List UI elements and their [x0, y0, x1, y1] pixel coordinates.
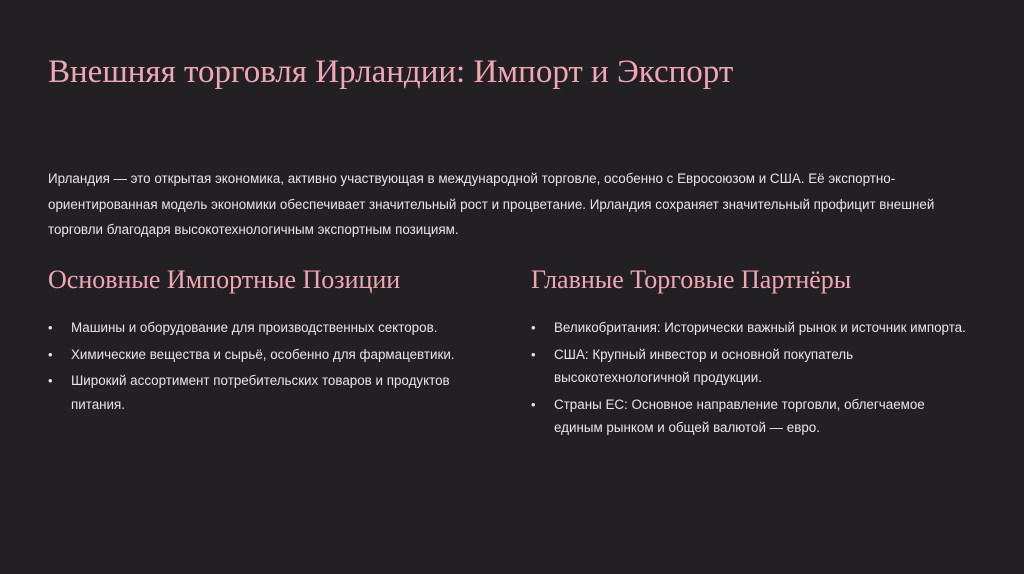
- bullet-icon: •: [48, 346, 53, 362]
- list-item-text: Страны ЕС: Основное направление торговли, облегчаемое единым рынком и общей валютой — евро.: [554, 396, 925, 435]
- list-item-text: Широкий ассортимент потребительских товаров и продуктов питания.: [71, 373, 450, 412]
- list-item: [48, 343, 488, 367]
- list-item-text: США: Крупный инвестор и основной покупатель высокотехнологичной продукции.: [554, 346, 854, 385]
- partners-list: [531, 316, 971, 440]
- partners-section: [531, 262, 971, 443]
- list-item-text: Химические вещества и сырьё, особенно для фармацевтики.: [71, 346, 455, 362]
- list-item-text: Машины и оборудование для производственных секторов.: [71, 320, 438, 335]
- imports-heading: Основные Импортные Позиции: [48, 265, 401, 294]
- intro-paragraph: Ирландия — это открытая экономика, активно участвующая в международной торговле, особенно с Евросоюзом и США. Её экспортно-ориентированная модель экономики обеспечивает значительный рост и процветание. Ирландия сохраняет значительный профицит внешней торговли благодаря высокотехнологичным экспортным позициям.: [48, 171, 935, 237]
- bullet-icon: •: [48, 373, 53, 388]
- bullet-icon: •: [531, 320, 536, 335]
- list-item: [531, 343, 971, 390]
- slide-title: Внешняя торговля Ирландии: Импорт и Экспорт: [48, 54, 734, 90]
- partners-heading: Главные Торговые Партнёры: [531, 265, 852, 294]
- imports-section: [48, 262, 488, 419]
- list-item: [531, 316, 971, 340]
- list-item: [48, 369, 488, 416]
- bullet-icon: •: [531, 396, 536, 412]
- bullet-icon: •: [48, 320, 53, 335]
- list-item-text: Великобритания: Исторически важный рынок и источник импорта.: [554, 320, 966, 335]
- list-item: [531, 393, 971, 440]
- bullet-icon: •: [531, 346, 536, 362]
- list-item: [48, 316, 488, 340]
- imports-list: [48, 316, 488, 416]
